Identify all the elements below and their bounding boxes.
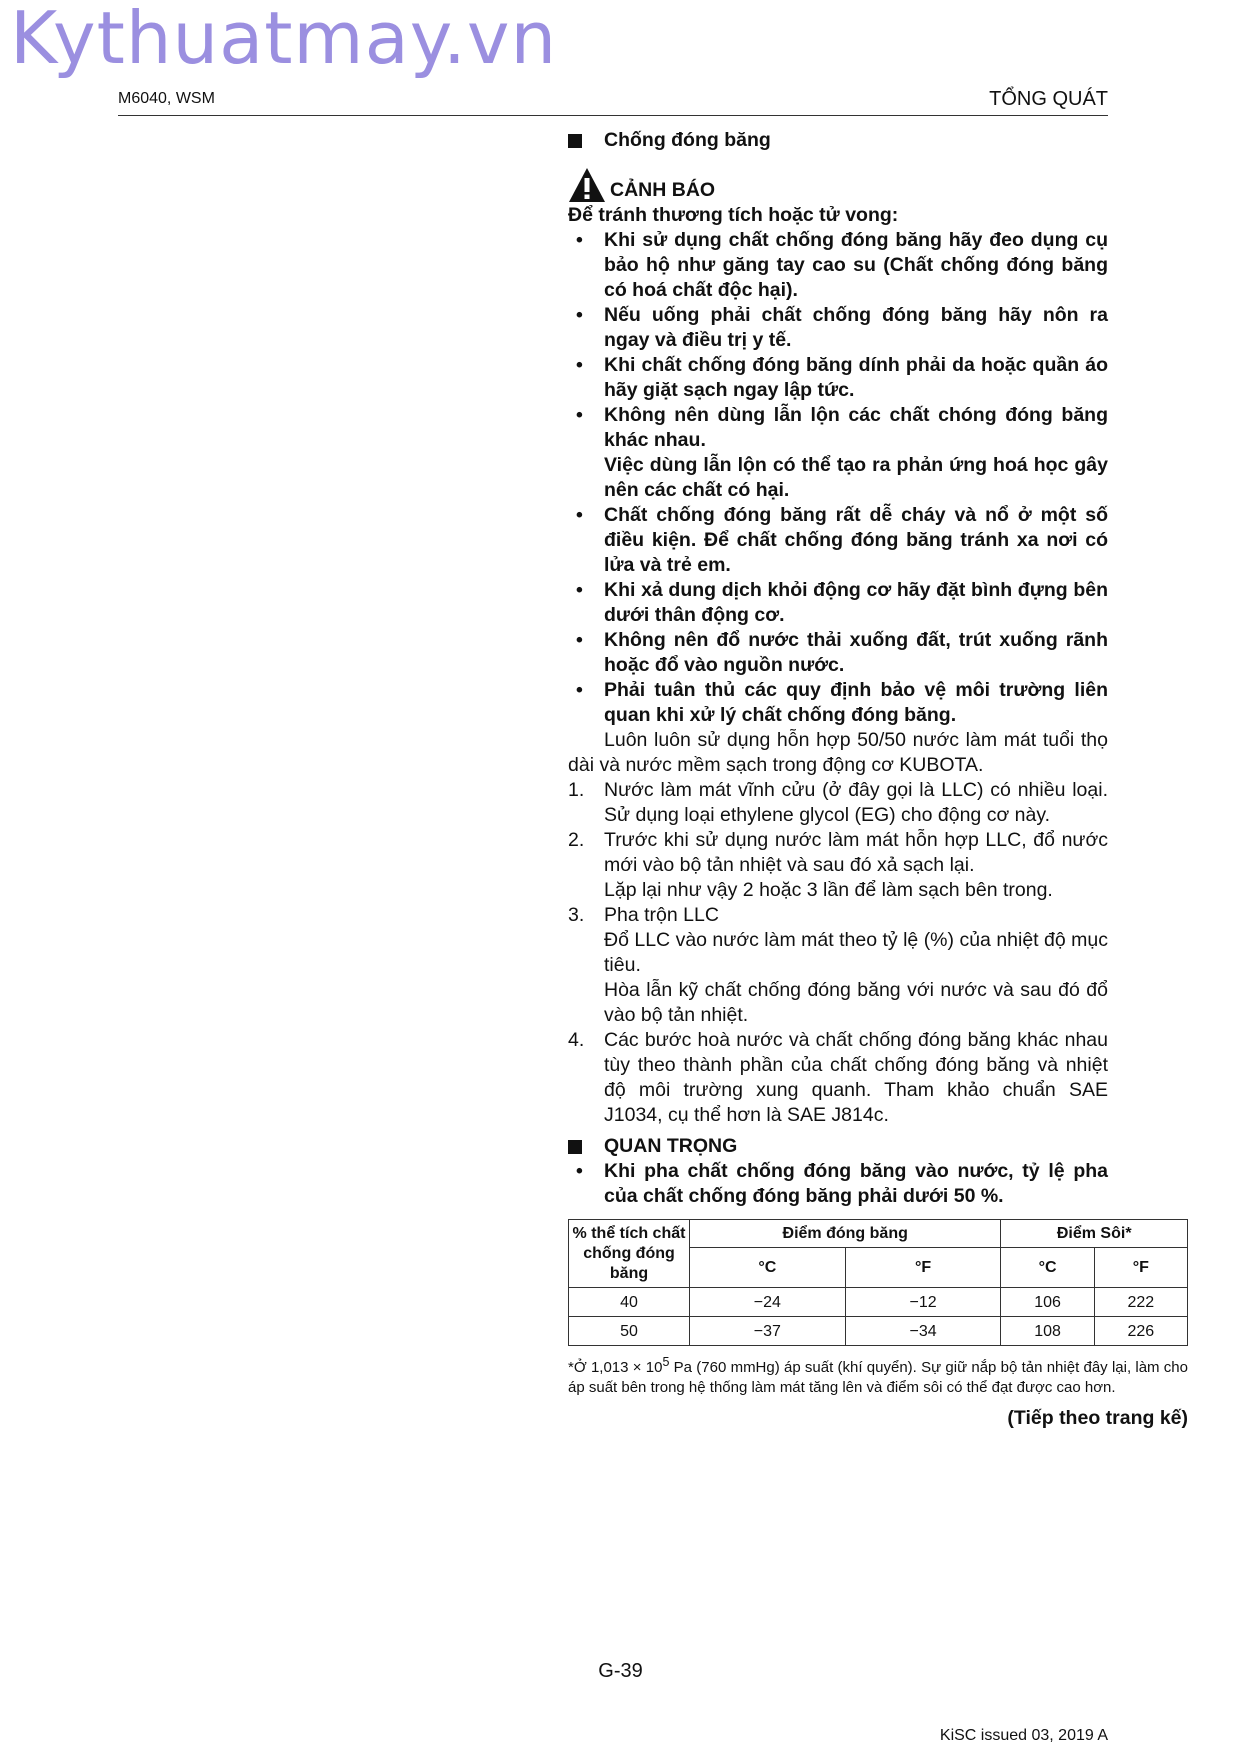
table-header-unit: °F [845, 1248, 1001, 1288]
table-row [569, 1317, 1188, 1346]
table-cell: −37 [690, 1317, 846, 1346]
table-cell: 226 [1094, 1317, 1187, 1346]
warning-triangle-icon [568, 167, 606, 203]
step-text: Pha trộn LLC [604, 904, 719, 926]
table-cell: −34 [845, 1317, 1001, 1346]
antifreeze-table [568, 1219, 1188, 1346]
warning-item: • Không nên đổ nước thải xuống đất, trút xuống rãnh hoặc đổ vào nguồn nước. [568, 628, 1108, 678]
important-item: • Khi pha chất chống đóng băng vào nước, tỷ lệ pha của chất chống đóng băng phải dưới 50 %. [568, 1159, 1108, 1209]
square-bullet-icon [568, 1140, 582, 1154]
footer-issue: KiSC issued 03, 2019 A [939, 1727, 1108, 1744]
step-number: 2. [568, 829, 585, 851]
section-title: Chống đóng băng [604, 129, 771, 151]
steps-list [568, 778, 1108, 1128]
header-rule [118, 115, 1108, 116]
warning-item: • Khi xả dung dịch khỏi động cơ hãy đặt bình đựng bên dưới thân động cơ. [568, 578, 1108, 628]
table-row [569, 1288, 1188, 1317]
important-heading [568, 1134, 1108, 1159]
table-cell: −12 [845, 1288, 1001, 1317]
warning-list-continued [568, 503, 1108, 728]
step-extra: Đổ LLC vào nước làm mát theo tỷ lệ (%) của nhiệt độ mục tiêu. [604, 929, 1108, 976]
step-number: 1. [568, 779, 585, 801]
table-header-unit: °C [690, 1248, 846, 1288]
warning-list [568, 228, 1108, 453]
continued-label: (Tiếp theo trang kế) [1007, 1407, 1188, 1429]
warning-item: • Nếu uống phải chất chống đóng băng hãy nôn ra ngay và điều trị y tế. [568, 303, 1108, 353]
table-cell: 40 [569, 1288, 690, 1317]
header-section: TỔNG QUÁT [989, 88, 1108, 110]
step-number: 4. [568, 1029, 585, 1051]
warning-item: • Phải tuân thủ các quy định bảo vệ môi trường liên quan khi xử lý chất chống đóng băng. [568, 678, 1108, 728]
footnote-post: Pa (760 mmHg) áp suất (khí quyển). Sự giữ nắp bộ tản nhiệt đây lại, làm cho áp suất bên trong hệ thống làm mát tăng lên và điểm sôi có thể đạt được cao hơn. [568, 1359, 1188, 1396]
step-text: Các bước hoà nước và chất chống đóng băng khác nhau tùy theo thành phần của chất chống đóng băng và nhiệt độ môi trường xung quanh. Tham khảo chuẩn SAE J1034, cụ thể hơn là SAE J814c. [604, 1029, 1108, 1126]
step-text: Nước làm mát vĩnh cửu (ở đây gọi là LLC) có nhiều loại. Sử dụng loại ethylene glycol (EG) cho động cơ này. [604, 779, 1108, 826]
content-column [568, 128, 1188, 1431]
important-title: QUAN TRỌNG [604, 1135, 738, 1157]
table-cell: −24 [690, 1288, 846, 1317]
footnote-pre: *Ở 1,013 × 10 [568, 1359, 663, 1376]
warning-label: CẢNH BÁO [610, 179, 716, 201]
table-header-unit: °C [1001, 1248, 1094, 1288]
warning-item: • Không nên dùng lẫn lộn các chất chóng đóng băng khác nhau. [568, 403, 1108, 453]
warning-item-extra: Việc dùng lẫn lộn có thể tạo ra phản ứng hoá học gây nên các chất có hại. [604, 454, 1108, 501]
step-number: 3. [568, 904, 585, 926]
step-item [568, 903, 1108, 1028]
table-header-unit: °F [1094, 1248, 1187, 1288]
table-cell: 108 [1001, 1317, 1094, 1346]
step-text: Trước khi sử dụng nước làm mát hỗn hợp LLC, đổ nước mới vào bộ tản nhiệt và sau đó xả sạch lại. [604, 829, 1108, 876]
table-footnote [568, 1352, 1188, 1398]
step-item [568, 1028, 1108, 1128]
important-list [568, 1159, 1108, 1209]
warning-item: • Chất chống đóng băng rất dễ cháy và nổ ở một số điều kiện. Để chất chống đóng băng tránh xa nơi có lửa và trẻ em. [568, 503, 1108, 578]
watermark: Kythuatmay.vn [10, 0, 558, 80]
footnote-exponent: 5 [662, 1355, 670, 1369]
header-model: M6040, WSM [118, 90, 215, 107]
page-number: G-39 [598, 1660, 643, 1682]
warning-intro: Để tránh thương tích hoặc tử vong: [568, 204, 899, 226]
step-item [568, 828, 1108, 903]
table-cell: 106 [1001, 1288, 1094, 1317]
table-cell: 50 [569, 1317, 690, 1346]
step-extra: Hòa lẫn kỹ chất chống đóng băng với nước và sau đó đổ vào bộ tản nhiệt. [604, 979, 1108, 1026]
step-item [568, 778, 1108, 828]
table-header-boil: Điểm Sôi* [1001, 1220, 1188, 1248]
intro-paragraph: Luôn luôn sử dụng hỗn hợp 50/50 nước làm mát tuổi thọ dài và nước mềm sạch trong động cơ KUBOTA. [568, 729, 1108, 776]
table-cell: 222 [1094, 1288, 1187, 1317]
step-extra: Lặp lại như vậy 2 hoặc 3 lần để làm sạch bên trong. [604, 879, 1053, 901]
table-header-volume: % thể tích chất chống đóng băng [569, 1220, 690, 1288]
warning-item: • Khi chất chống đóng băng dính phải da hoặc quần áo hãy giặt sạch ngay lập tức. [568, 353, 1108, 403]
square-bullet-icon [568, 134, 582, 148]
warning-heading [568, 167, 1108, 203]
table-header-freeze: Điểm đóng băng [690, 1220, 1001, 1248]
warning-item: • Khi sử dụng chất chống đóng băng hãy đeo dụng cụ bảo hộ như găng tay cao su (Chất chống đóng băng có hoá chất độc hại). [568, 228, 1108, 303]
section-heading [568, 128, 1108, 153]
